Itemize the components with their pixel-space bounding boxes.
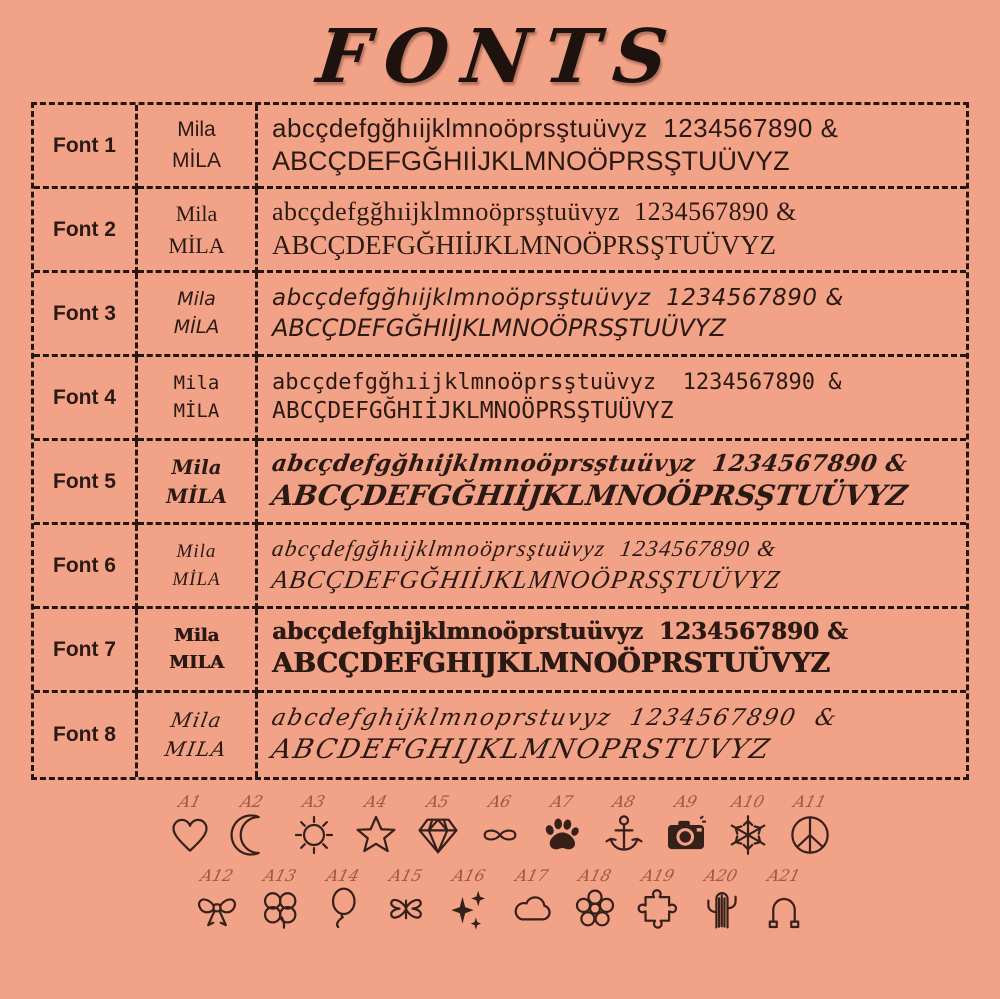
font-7-lowercase: abcçdefghijklmnoöprstuüvyz 1234567890 & — [272, 618, 848, 646]
page-title: FONTS — [313, 14, 686, 100]
font-4-sample-name-upper: MİLA — [173, 399, 220, 422]
symbol-a7 — [539, 792, 585, 858]
puzzle-piece-icon — [635, 886, 681, 932]
symbol-a13 — [257, 866, 303, 932]
symbol-a2-label: A2 — [238, 792, 266, 811]
font-2-label: Font 2 — [53, 217, 116, 241]
symbol-a3-label: A3 — [300, 792, 328, 811]
symbols-section — [0, 792, 1000, 932]
font-1-sample-name: Mila — [177, 118, 216, 142]
symbol-a9 — [663, 792, 709, 858]
diamond-icon — [415, 812, 461, 858]
font-6-sample-name-upper: MİLA — [172, 568, 221, 590]
font-6-lowercase: abcçdefgğhıijklmnoöprsştuüvyz 1234567890 & — [270, 535, 779, 561]
symbol-a5 — [415, 792, 461, 858]
font-4-alphabet-cell — [258, 357, 966, 441]
font-5-alphabet-cell — [258, 441, 966, 525]
font-3-label: Font 3 — [53, 301, 116, 325]
font-8-label-cell — [34, 693, 138, 777]
font-6-sample-name: Mila — [176, 540, 217, 562]
sun-icon — [291, 812, 337, 858]
font-2-lowercase: abcçdefgğhıijklmnoöprsştuüvyz 1234567890 & — [272, 197, 797, 227]
butterfly-icon — [383, 886, 429, 932]
balloon-icon — [320, 886, 366, 932]
sparkles-icon — [446, 886, 492, 932]
symbol-a17 — [509, 866, 555, 932]
font-2-sample-name-upper: MİLA — [168, 232, 225, 258]
symbol-a12-label: A12 — [198, 866, 235, 885]
font-1-label: Font 1 — [53, 133, 116, 157]
font-7-alphabet-cell — [258, 609, 966, 693]
peace-sign-icon — [787, 812, 833, 858]
symbol-a10-label: A10 — [729, 792, 767, 811]
symbol-a4 — [353, 792, 399, 858]
font-2-sample-cell — [138, 189, 258, 273]
font-6-label-cell — [34, 525, 138, 609]
symbol-a15 — [383, 866, 429, 932]
font-6-label: Font 6 — [53, 553, 116, 577]
font-1-sample-cell — [138, 105, 258, 189]
symbol-a13-label: A13 — [261, 866, 298, 885]
font-8-label: Font 8 — [53, 723, 116, 746]
symbol-a6 — [477, 792, 523, 858]
font-7-label-cell — [34, 609, 138, 693]
bow-icon — [194, 886, 240, 932]
font-5-sample-name: Mila — [171, 454, 222, 479]
font-1-sample-name-upper: MİLA — [171, 148, 221, 172]
symbol-a1-label: A1 — [176, 792, 204, 811]
symbol-a8-label: A8 — [610, 792, 638, 811]
symbol-a7-label: A7 — [548, 792, 576, 811]
font-4-uppercase: ABCÇDEFGĞHIİJKLMNOÖPRSŞTUÜVYZ — [272, 397, 674, 424]
symbol-a4-label: A4 — [362, 792, 390, 811]
symbol-a11-label: A11 — [791, 792, 829, 811]
symbol-a20-label: A20 — [702, 866, 739, 885]
symbols-row-2 — [0, 866, 1000, 932]
font-5-sample-name-upper: MİLA — [165, 483, 228, 508]
font-6-alphabet-cell — [258, 525, 966, 609]
font-5-label-cell — [34, 441, 138, 525]
symbol-a20 — [698, 866, 744, 932]
star-icon — [353, 812, 399, 858]
font-7-sample-cell — [138, 609, 258, 693]
font-6-uppercase: ABCÇDEFGĞHIİJKLMNOÖPRSŞTUÜVYZ — [269, 564, 784, 594]
symbol-a15-label: A15 — [387, 866, 424, 885]
font-5-sample-cell — [138, 441, 258, 525]
font-1-label-cell — [34, 105, 138, 189]
font-5-uppercase: ABCÇDEFGĞHIİJKLMNOÖPRSŞTUÜVYZ — [269, 479, 910, 513]
symbol-a18 — [572, 866, 618, 932]
font-8-sample-name-upper: MILA — [163, 737, 230, 761]
font-2-sample-name: Mila — [175, 200, 218, 226]
font-5-label: Font 5 — [53, 469, 116, 493]
font-3-sample-cell — [138, 273, 258, 357]
font-2-label-cell — [34, 189, 138, 273]
symbol-a2 — [229, 792, 275, 858]
symbol-a10 — [725, 792, 771, 858]
font-1-uppercase: ABCÇDEFGĞHIİJKLMNOÖPRSŞTUÜVYZ — [272, 145, 790, 176]
camera-icon — [663, 812, 709, 858]
font-3-uppercase: ABCÇDEFGĞHIİJKLMNOÖPRSŞTUÜVYZ — [272, 313, 726, 342]
symbol-a21 — [761, 866, 807, 932]
symbol-a14-label: A14 — [324, 866, 361, 885]
symbol-a5-label: A5 — [424, 792, 452, 811]
font-2-alphabet-cell — [258, 189, 966, 273]
font-7-uppercase: ABCÇDEFGHIJKLMNOÖPRSTUÜVYZ — [272, 648, 830, 679]
four-leaf-clover-icon — [257, 886, 303, 932]
symbol-a11 — [787, 792, 833, 858]
crescent-moon-icon — [229, 812, 275, 858]
horseshoe-icon — [761, 886, 807, 932]
infinity-icon — [477, 812, 523, 858]
font-3-lowercase: abcçdefgğhıijklmnoöprsştuüvyz 1234567890 & — [272, 285, 844, 312]
cactus-icon — [698, 886, 744, 932]
symbol-a9-label: A9 — [672, 792, 700, 811]
symbol-a16 — [446, 866, 492, 932]
font-5-lowercase: abcçdefgğhıijklmnoöprsştuüvyz 1234567890 & — [270, 449, 910, 477]
symbol-a12 — [194, 866, 240, 932]
font-1-alphabet-cell — [258, 105, 966, 189]
font-1-lowercase: abcçdefgğhıijklmnoöprsştuüvyz 1234567890 & — [272, 113, 839, 144]
symbol-a14 — [320, 866, 366, 932]
font-4-sample-cell — [138, 357, 258, 441]
font-4-lowercase: abcçdefgğhıijklmnoöprsştuüvyz 1234567890 & — [272, 370, 842, 396]
font-8-alphabet-cell — [258, 693, 966, 777]
symbol-a1 — [167, 792, 213, 858]
font-3-sample-name: Mila — [177, 287, 216, 310]
font-2-uppercase: ABCÇDEFGĞHIİJKLMNOÖPRSŞTUÜVYZ — [272, 229, 777, 260]
font-7-sample-name: Mila — [173, 625, 220, 647]
font-4-sample-name: Mila — [173, 371, 220, 394]
font-table — [31, 102, 969, 780]
heart-icon — [167, 812, 213, 858]
symbol-a19 — [635, 866, 681, 932]
snowflake-icon — [725, 812, 771, 858]
font-8-lowercase: abcdefghijklmnoprstuvyz 1234567890 & — [269, 704, 841, 731]
font-3-sample-name-upper: MİLA — [173, 315, 220, 338]
font-7-label: Font 7 — [53, 637, 116, 661]
symbol-a6-label: A6 — [486, 792, 514, 811]
font-4-label-cell — [34, 357, 138, 441]
symbol-a16-label: A16 — [450, 866, 487, 885]
font-6-sample-cell — [138, 525, 258, 609]
font-3-label-cell — [34, 273, 138, 357]
anchor-icon — [601, 812, 647, 858]
font-8-sample-cell — [138, 693, 258, 777]
symbols-row-1 — [0, 792, 1000, 858]
symbol-a21-label: A21 — [765, 866, 802, 885]
flower-icon — [572, 886, 618, 932]
cloud-icon — [509, 886, 555, 932]
paw-print-icon — [539, 812, 585, 858]
font-3-alphabet-cell — [258, 273, 966, 357]
font-7-sample-name-upper: MILA — [169, 651, 224, 673]
symbol-a3 — [291, 792, 337, 858]
font-4-label: Font 4 — [53, 385, 116, 409]
symbol-a19-label: A19 — [639, 866, 676, 885]
font-8-uppercase: ABCDEFGHIJKLMNOPRSTUVYZ — [268, 733, 774, 765]
font-8-sample-name: Mila — [168, 708, 225, 732]
symbol-a18-label: A18 — [576, 866, 613, 885]
symbol-a8 — [601, 792, 647, 858]
symbol-a17-label: A17 — [513, 866, 550, 885]
